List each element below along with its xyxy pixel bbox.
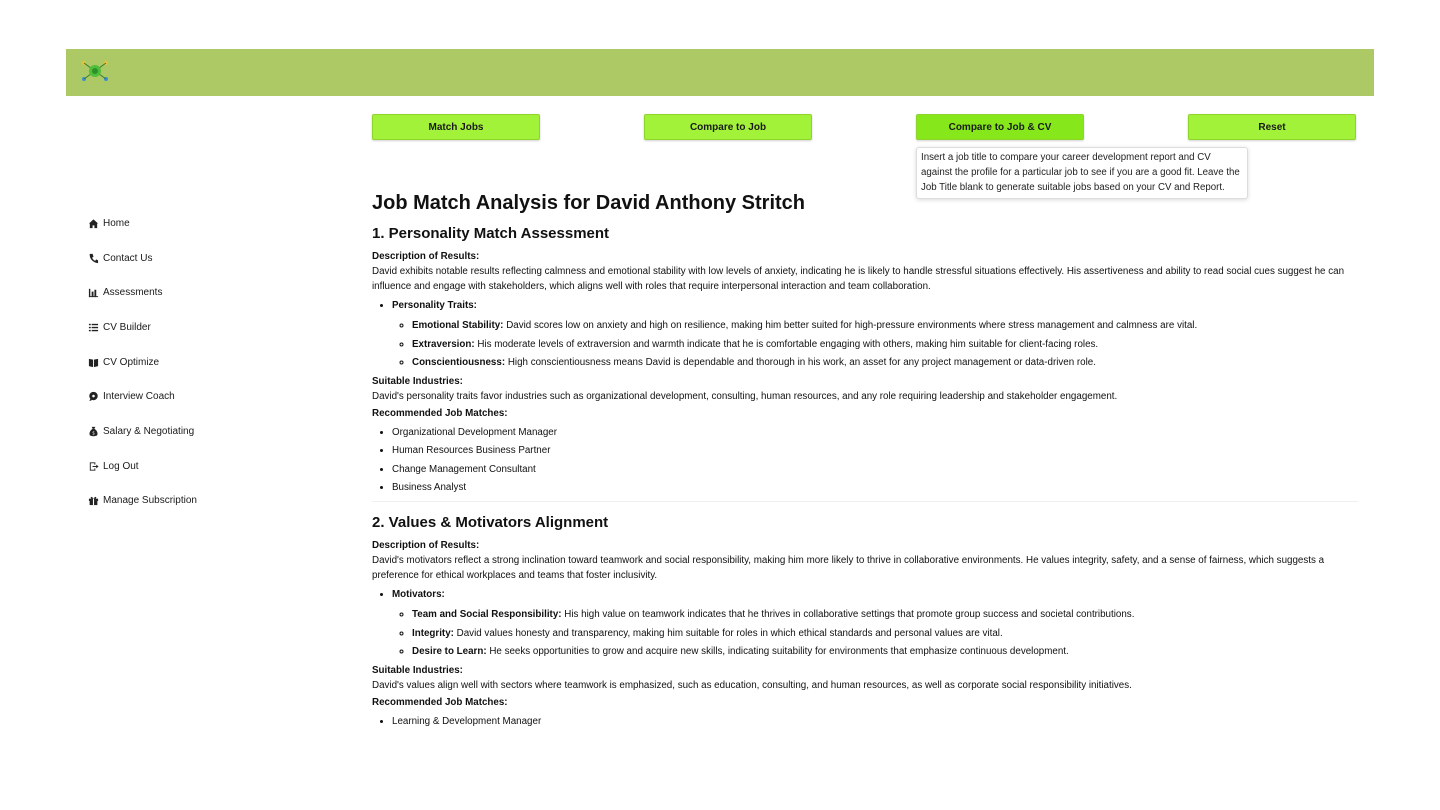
- section-heading: 2. Values & Motivators Alignment: [372, 514, 609, 531]
- page-title: Job Match Analysis for David Anthony Stritch: [372, 192, 806, 214]
- industries-text: David's values align well with sectors where teamwork is emphasized, such as education, consulting, and human resources, as well as corporate social responsibility initiatives.: [372, 679, 1132, 691]
- motivator-text: David values honesty and transparency, making him suitable for roles in which ethical standards and personal values are vital.: [456, 627, 1003, 639]
- logout-icon: [87, 460, 99, 472]
- sidebar-item-label: CV Optimize: [103, 356, 160, 368]
- compare-to-job-cv-button[interactable]: Compare to Job & CV: [916, 114, 1084, 140]
- app-logo-icon[interactable]: [80, 58, 110, 84]
- list-item: [412, 644, 1358, 659]
- main-content: [264, 96, 1374, 760]
- sidebar-item-assessments[interactable]: [66, 275, 264, 310]
- sidebar-item-label: Home: [103, 217, 130, 229]
- sidebar-item-label: Salary & Negotiating: [103, 425, 195, 437]
- sidebar-item-salary-negotiating[interactable]: [66, 414, 264, 449]
- bar-chart-icon: [87, 287, 99, 299]
- list-item: • Organizational Development Manager: [392, 425, 1358, 440]
- sidebar-item-label: CV Builder: [103, 321, 151, 333]
- sidebar-item-log-out[interactable]: [66, 449, 264, 484]
- home-icon: [87, 217, 99, 229]
- match-jobs-button[interactable]: Match Jobs: [372, 114, 540, 140]
- book-icon: [87, 356, 99, 368]
- description-text: David's motivators reflect a strong inclination toward teamwork and social responsibility, making him more likely to thrive in collaborative environments. He values integrity, safety, and a sense of fairness, which suggests a preference for ethical workplaces and teams that foster inclusivity.: [372, 555, 1325, 581]
- section-divider: [372, 501, 1358, 502]
- list-item: • Human Resources Business Partner: [392, 443, 1358, 458]
- trait-name: Extraversion:: [412, 338, 475, 350]
- sidebar-item-label: Log Out: [103, 460, 139, 472]
- traits-label: Personality Traits:: [392, 300, 477, 311]
- traits-sublist: [392, 318, 1358, 370]
- list-item: • Business Analyst: [392, 480, 1358, 495]
- list-icon: [87, 321, 99, 333]
- sidebar-item-label: Manage Subscription: [103, 495, 197, 507]
- money-bag-icon: [87, 425, 99, 437]
- traits-list: [372, 298, 1358, 370]
- list-item: • Learning & Development Manager: [392, 714, 1358, 729]
- sidebar-item-cv-builder[interactable]: [66, 310, 264, 345]
- sidebar-item-cv-optimize[interactable]: [66, 345, 264, 380]
- industries-label: Suitable Industries:: [372, 375, 463, 387]
- trait-text: David scores low on anxiety and high on resilience, making him better suited for high-pressure environments where stress management and calmness are vital.: [506, 320, 1198, 331]
- gift-icon: [87, 495, 99, 507]
- list-item: [392, 298, 1358, 370]
- section-heading: 1. Personality Match Assessment: [372, 225, 610, 242]
- jobs-label: Recommended Job Matches:: [372, 407, 508, 419]
- trait-name: Emotional Stability:: [412, 320, 504, 331]
- chat-icon: [87, 391, 99, 403]
- sidebar-item-contact-us[interactable]: [66, 241, 264, 276]
- sidebar: [66, 96, 265, 760]
- report-content: [372, 189, 1358, 732]
- industries-label: Suitable Industries:: [372, 664, 463, 676]
- description-label: Description of Results:: [372, 540, 480, 551]
- description-label: Description of Results:: [372, 251, 480, 262]
- tooltip: Insert a job title to compare your career development report and CV against the profile for a particular job to see if you are a good fit. Leave the Job Title blank to generate suitable jobs based on your CV and Report.: [916, 147, 1248, 199]
- contact-icon: [87, 252, 99, 264]
- sidebar-nav: [66, 206, 264, 518]
- list-item: [412, 626, 1358, 641]
- reset-button[interactable]: Reset: [1188, 114, 1356, 140]
- jobs-list: [372, 425, 1358, 496]
- app-window: [66, 49, 1374, 760]
- sidebar-item-home[interactable]: [66, 206, 264, 241]
- list-item: [412, 355, 1358, 370]
- jobs-label: Recommended Job Matches:: [372, 696, 508, 708]
- list-item: [412, 337, 1358, 352]
- list-item: • Change Management Consultant: [392, 462, 1358, 477]
- motivator-name: Desire to Learn:: [412, 646, 487, 657]
- trait-name: Conscientiousness:: [412, 357, 506, 368]
- list-item: [412, 607, 1358, 622]
- sidebar-item-label: Interview Coach: [103, 391, 175, 403]
- motivators-list: [372, 587, 1358, 659]
- sidebar-item-manage-subscription[interactable]: [66, 484, 264, 519]
- motivator-text: He seeks opportunities to grow and acquire new skills, indicating suitability for environments that emphasize continuous development.: [489, 646, 1069, 657]
- trait-text: His moderate levels of extraversion and warmth indicate that he is comfortable engaging with others, making him suitable for client-facing roles.: [477, 338, 1099, 350]
- trait-text: High conscientiousness means David is dependable and thorough in his work, an asset for any project management or data-driven role.: [507, 357, 1096, 368]
- svg-text:$: $: [91, 430, 95, 436]
- motivator-name: Team and Social Responsibility:: [412, 609, 562, 620]
- list-item: [392, 587, 1358, 659]
- compare-to-job-button[interactable]: Compare to Job: [644, 114, 812, 140]
- motivators-sublist: [392, 607, 1358, 659]
- sidebar-item-label: Contact Us: [103, 252, 153, 264]
- industries-text: David's personality traits favor industries such as organizational development, consulting, human resources, and any role requiring leadership and stakeholder engagement.: [372, 390, 1118, 402]
- jobs-list: [372, 714, 1358, 729]
- list-item: [412, 318, 1358, 333]
- description-text: David exhibits notable results reflecting calmness and emotional stability with low levels of anxiety, indicating he is likely to handle stressful situations effectively. His assertiveness and ability to read social cues suggest he can influence and engage with stakeholders, which aligns well with roles that require interpersonal interaction and team collaboration.: [372, 266, 1345, 292]
- motivator-name: Integrity:: [412, 627, 454, 639]
- sidebar-item-label: Assessments: [103, 287, 163, 299]
- top-bar: [66, 49, 1374, 97]
- sidebar-item-interview-coach[interactable]: [66, 379, 264, 414]
- motivator-text: His high value on teamwork indicates that he thrives in collaborative settings that promote group success and societal contributions.: [564, 609, 1135, 620]
- motivators-label: Motivators:: [392, 589, 445, 600]
